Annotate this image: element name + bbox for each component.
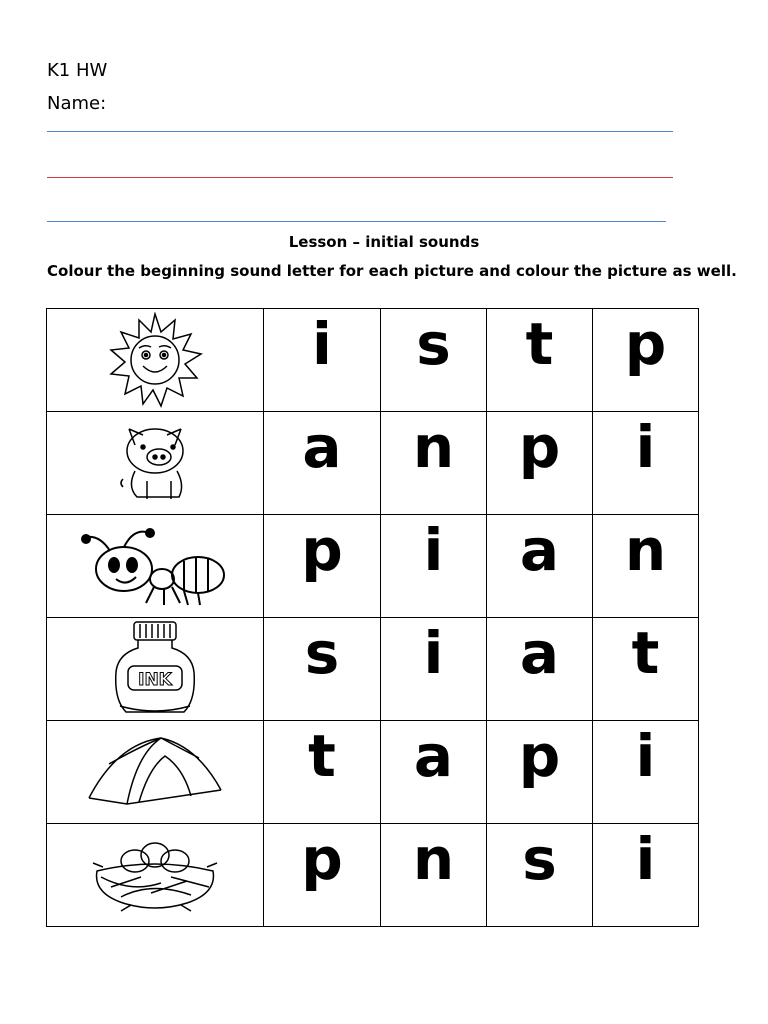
letter-choice[interactable]: p (487, 721, 593, 824)
initial-sounds-grid (46, 308, 699, 927)
pig-icon (113, 421, 197, 505)
letter-choice[interactable]: i (593, 412, 699, 515)
letter-choice[interactable]: t (264, 721, 381, 824)
letter-choice[interactable]: a (264, 412, 381, 515)
letter-choice[interactable]: i (593, 824, 699, 927)
picture-cell (47, 412, 264, 515)
letter-choice[interactable]: n (381, 824, 487, 927)
letter-choice[interactable]: s (487, 824, 593, 927)
letter-choice[interactable]: i (381, 515, 487, 618)
picture-cell (47, 515, 264, 618)
writing-line-bottom (47, 221, 666, 222)
letter-choice[interactable]: a (487, 618, 593, 721)
letter-choice[interactable]: p (593, 309, 699, 412)
grid-row (47, 309, 699, 412)
grid-row (47, 721, 699, 824)
instructions: Colour the beginning sound letter for each picture and colour the picture as well. (47, 262, 737, 280)
grid-row (47, 412, 699, 515)
letter-choice[interactable]: n (381, 412, 487, 515)
tent-icon (87, 734, 223, 810)
grid-row (47, 824, 699, 927)
letter-choice[interactable]: n (593, 515, 699, 618)
letter-choice[interactable]: s (381, 309, 487, 412)
letter-choice[interactable]: t (487, 309, 593, 412)
ant-icon (80, 521, 230, 611)
picture-cell (47, 721, 264, 824)
letter-choice[interactable]: t (593, 618, 699, 721)
nest-icon (91, 837, 219, 913)
letter-choice[interactable]: p (264, 515, 381, 618)
letter-choice[interactable]: p (487, 412, 593, 515)
picture-cell (47, 618, 264, 721)
letter-choice[interactable]: i (381, 618, 487, 721)
letter-choice[interactable]: s (264, 618, 381, 721)
name-label: Name: (47, 93, 107, 114)
worksheet-title: K1 HW (47, 60, 108, 81)
letter-choice[interactable]: a (487, 515, 593, 618)
picture-cell (47, 824, 264, 927)
lesson-title: Lesson – initial sounds (288, 233, 480, 251)
grid-row (47, 618, 699, 721)
picture-cell (47, 309, 264, 412)
grid-row (47, 515, 699, 618)
letter-choice[interactable]: i (264, 309, 381, 412)
letter-choice[interactable]: p (264, 824, 381, 927)
sun-icon (105, 312, 205, 408)
letter-choice[interactable]: a (381, 721, 487, 824)
writing-line-middle (47, 177, 673, 178)
writing-line-top (47, 131, 673, 132)
ink-label: INK (138, 670, 172, 690)
ink-bottle-icon (110, 620, 200, 718)
letter-choice[interactable]: i (593, 721, 699, 824)
